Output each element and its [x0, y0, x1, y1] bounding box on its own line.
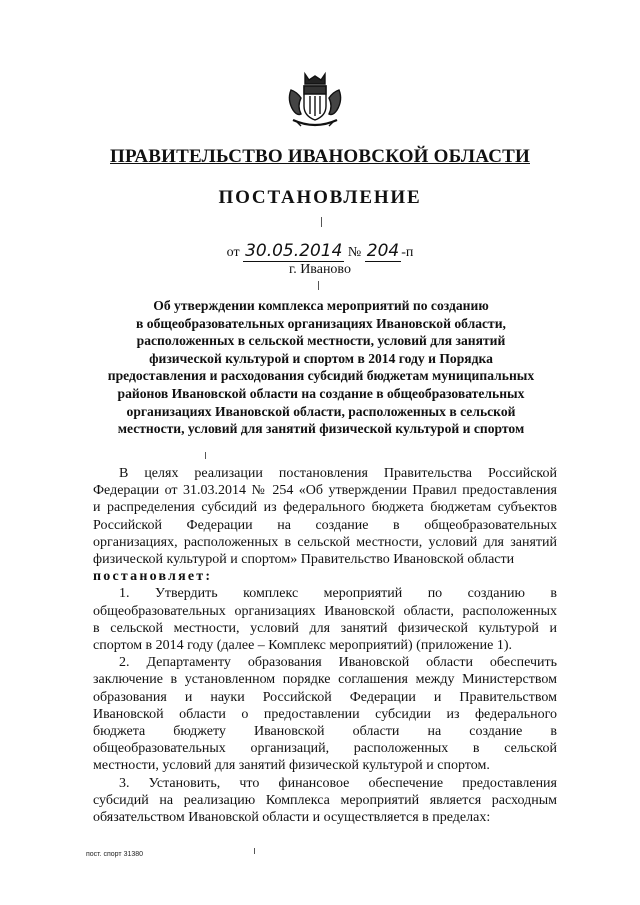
scan-mark [321, 217, 322, 227]
subject-line: Об утверждении комплекса мероприятий по созданию [153, 298, 489, 313]
subject-line: районов Ивановской области на создание в общеобразовательных [117, 385, 525, 401]
decree-word: постановляет: [93, 569, 213, 585]
subject-line: местности, условий для занятий физической культурой и спортом [117, 421, 525, 437]
body-line: 3. Установить, что финансовое обеспечение предоставления [119, 775, 557, 791]
number-suffix: -п [401, 245, 414, 260]
body-line: физической культурой и спортом» Правительство Ивановской области [93, 552, 515, 568]
document-type: ПОСТАНОВЛЕНИЕ [218, 187, 422, 208]
body-line: спортом в 2014 году (далее – Комплекс мероприятий) (приложение 1). [93, 638, 513, 654]
subject-line: в общеобразовательных организациях Ивановской области, [136, 315, 506, 331]
city: г. Иваново [289, 262, 351, 277]
body-line: организациях, расположенных в сельской местности, условий для занятий [93, 534, 557, 550]
body-line: образования и науки Российской Федерации и Правительством [93, 689, 557, 705]
body-line: субсидий на реализацию Комплекса мероприятий является расходным [93, 792, 557, 808]
body-line: в сельской местности, условий для занятий физической культурой и [93, 620, 557, 636]
document-body [93, 465, 557, 826]
body-line: заключение в установленном порядке соглашения между Министерством [93, 672, 557, 688]
subject-line: организациях Ивановской области, расположенных в сельской [126, 403, 516, 419]
body-line: местности, условий для занятий физической культурой и спортом. [93, 758, 490, 774]
body-line: Российской Федерации на создание в общеобразовательных [93, 517, 557, 533]
date-number-line [0, 241, 640, 261]
subject-line: расположенных в сельской местности, условий для занятий [136, 333, 506, 349]
body-line: 1. Утвердить комплекс мероприятий по созданию в [119, 586, 557, 602]
body-line: Ивановской области о предоставлении субсидии из федерального [93, 706, 557, 722]
ivanovo-coat-of-arms-icon [283, 70, 347, 130]
body-line: обязательством Ивановской области и осуществляется в пределах: [93, 810, 491, 826]
scan-mark [205, 452, 206, 459]
body-line: Федерации от 31.03.2014 № 254 «Об утверждении Правил предоставления [93, 483, 557, 499]
scan-mark [254, 848, 255, 854]
date-prefix: от [226, 245, 240, 260]
number-prefix: № [347, 245, 362, 260]
body-line: 2. Департаменту образования Ивановской области обеспечить [119, 655, 557, 671]
body-line: общеобразовательных организациях Ивановской области, расположенных [93, 603, 557, 619]
body-line: общеобразовательных организаций, расположенных в сельской [93, 741, 557, 757]
government-title: ПРАВИТЕЛЬСТВО ИВАНОВСКОЙ ОБЛАСТИ [110, 146, 530, 167]
subject-line: физической культурой и спортом в 2014 году и Порядка [149, 350, 493, 366]
subject-line: предоставления и расходования субсидий бюджетам муниципальных [107, 368, 535, 384]
document-subject [100, 297, 542, 438]
footer-code: пост. спорт 31380 [86, 851, 144, 858]
body-line: и распределения субсидий из федерального бюджета бюджетам субъектов [93, 500, 557, 516]
body-line: В целях реализации постановления Правительства Российской [119, 466, 557, 481]
body-line: бюджета бюджету Ивановской области на создание в [93, 724, 557, 740]
scan-mark [318, 281, 319, 290]
document-date: 30.05.2014 [245, 241, 343, 261]
document-number: 204 [366, 241, 400, 261]
